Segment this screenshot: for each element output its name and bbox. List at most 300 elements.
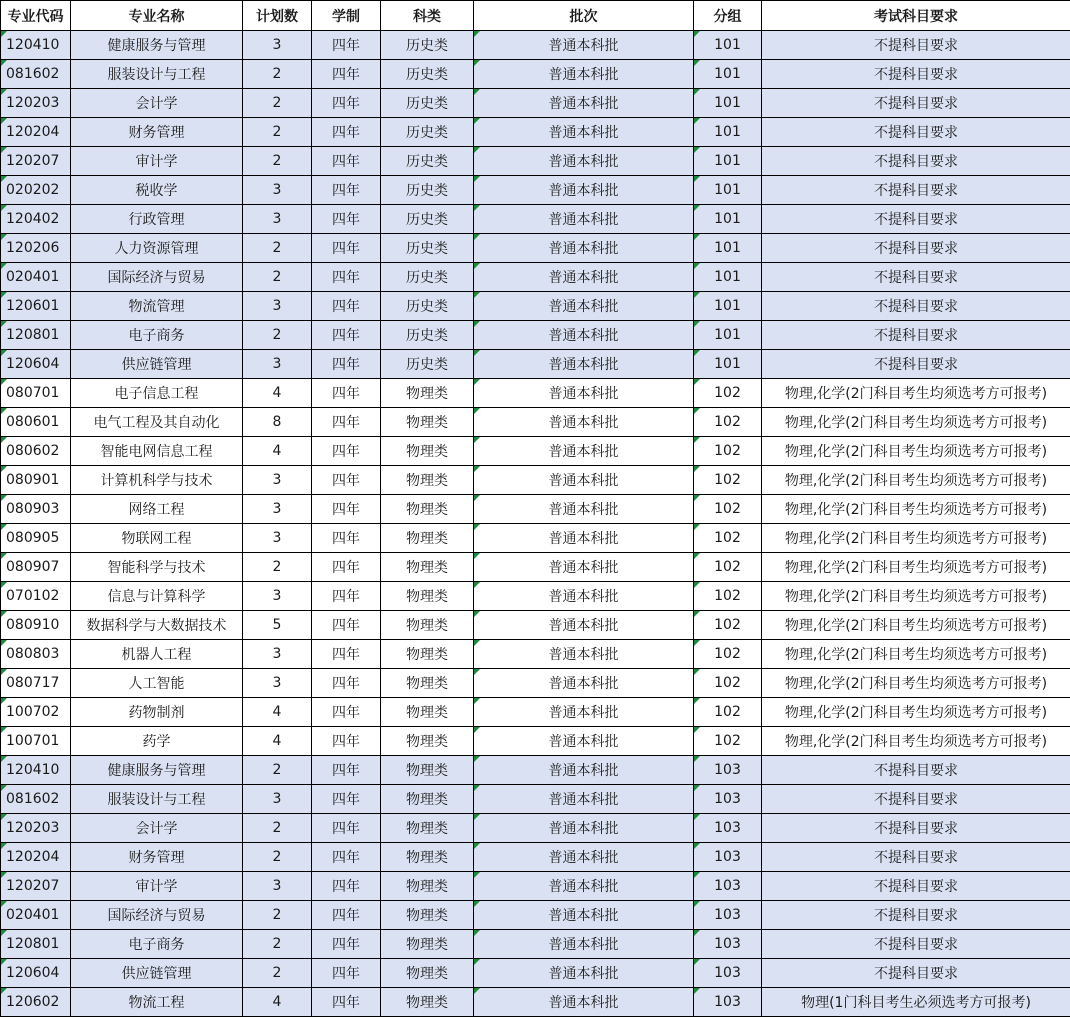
cell-duration[interactable]: 四年 (312, 31, 381, 60)
cell-group[interactable]: 102 (694, 640, 762, 669)
cell-subject-category[interactable]: 物理类 (381, 553, 474, 582)
cell-major-name[interactable]: 物联网工程 (71, 524, 243, 553)
cell-exam-requirement[interactable]: 物理,化学(2门科目考生均须选考方可报考) (762, 379, 1070, 408)
cell-major-name[interactable]: 供应链管理 (71, 350, 243, 379)
cell-major-code[interactable]: 080907 (1, 553, 71, 582)
cell-exam-requirement[interactable]: 不提科目要求 (762, 60, 1070, 89)
cell-exam-requirement[interactable]: 物理,化学(2门科目考生均须选考方可报考) (762, 640, 1070, 669)
cell-major-name[interactable]: 物流工程 (71, 988, 243, 1017)
cell-major-code[interactable]: 120410 (1, 756, 71, 785)
cell-exam-requirement[interactable]: 不提科目要求 (762, 205, 1070, 234)
cell-duration[interactable]: 四年 (312, 321, 381, 350)
cell-plan-count[interactable]: 2 (243, 321, 312, 350)
cell-subject-category[interactable]: 物理类 (381, 495, 474, 524)
cell-group[interactable]: 101 (694, 118, 762, 147)
cell-group[interactable]: 102 (694, 582, 762, 611)
cell-duration[interactable]: 四年 (312, 205, 381, 234)
cell-major-name[interactable]: 行政管理 (71, 205, 243, 234)
cell-duration[interactable]: 四年 (312, 495, 381, 524)
cell-major-code[interactable]: 070102 (1, 582, 71, 611)
cell-duration[interactable]: 四年 (312, 727, 381, 756)
cell-exam-requirement[interactable]: 不提科目要求 (762, 234, 1070, 263)
cell-plan-count[interactable]: 3 (243, 872, 312, 901)
cell-major-code[interactable]: 120604 (1, 350, 71, 379)
cell-duration[interactable]: 四年 (312, 901, 381, 930)
cell-duration[interactable]: 四年 (312, 669, 381, 698)
cell-subject-category[interactable]: 物理类 (381, 756, 474, 785)
cell-exam-requirement[interactable]: 不提科目要求 (762, 321, 1070, 350)
cell-batch[interactable]: 普通本科批 (474, 437, 694, 466)
cell-subject-category[interactable]: 历史类 (381, 292, 474, 321)
cell-subject-category[interactable]: 物理类 (381, 901, 474, 930)
cell-batch[interactable]: 普通本科批 (474, 495, 694, 524)
cell-exam-requirement[interactable]: 不提科目要求 (762, 756, 1070, 785)
table-row (1, 118, 1070, 147)
header-batch[interactable]: 批次 (474, 1, 694, 31)
cell-subject-category[interactable]: 历史类 (381, 89, 474, 118)
cell-plan-count[interactable]: 2 (243, 843, 312, 872)
cell-plan-count[interactable]: 2 (243, 263, 312, 292)
cell-group[interactable]: 101 (694, 234, 762, 263)
cell-batch[interactable]: 普通本科批 (474, 118, 694, 147)
header-row (1, 1, 1070, 31)
cell-major-name[interactable]: 药物制剂 (71, 698, 243, 727)
cell-major-code[interactable]: 080910 (1, 611, 71, 640)
cell-batch[interactable]: 普通本科批 (474, 843, 694, 872)
header-group[interactable]: 分组 (694, 1, 762, 31)
cell-subject-category[interactable]: 物理类 (381, 814, 474, 843)
cell-group[interactable]: 103 (694, 901, 762, 930)
cell-exam-requirement[interactable]: 不提科目要求 (762, 31, 1070, 60)
cell-batch[interactable]: 普通本科批 (474, 176, 694, 205)
cell-duration[interactable]: 四年 (312, 843, 381, 872)
cell-subject-category[interactable]: 历史类 (381, 118, 474, 147)
cell-duration[interactable]: 四年 (312, 611, 381, 640)
cell-subject-category[interactable]: 物理类 (381, 408, 474, 437)
cell-major-code[interactable]: 081602 (1, 785, 71, 814)
table-row (1, 408, 1070, 437)
cell-batch[interactable]: 普通本科批 (474, 959, 694, 988)
header-subject-category[interactable]: 科类 (381, 1, 474, 31)
cell-plan-count[interactable]: 5 (243, 611, 312, 640)
table-row (1, 437, 1070, 466)
cell-subject-category[interactable]: 历史类 (381, 31, 474, 60)
cell-batch[interactable]: 普通本科批 (474, 524, 694, 553)
cell-duration[interactable]: 四年 (312, 988, 381, 1017)
cell-major-name[interactable]: 智能科学与技术 (71, 553, 243, 582)
cell-major-name[interactable]: 供应链管理 (71, 959, 243, 988)
cell-exam-requirement[interactable]: 不提科目要求 (762, 901, 1070, 930)
cell-subject-category[interactable]: 历史类 (381, 263, 474, 292)
cell-major-code[interactable]: 100701 (1, 727, 71, 756)
cell-major-name[interactable]: 人力资源管理 (71, 234, 243, 263)
cell-group[interactable]: 101 (694, 263, 762, 292)
cell-batch[interactable]: 普通本科批 (474, 408, 694, 437)
cell-subject-category[interactable]: 物理类 (381, 379, 474, 408)
cell-plan-count[interactable]: 3 (243, 669, 312, 698)
cell-major-name[interactable]: 智能电网信息工程 (71, 437, 243, 466)
cell-batch[interactable]: 普通本科批 (474, 727, 694, 756)
cell-subject-category[interactable]: 物理类 (381, 640, 474, 669)
cell-exam-requirement[interactable]: 物理,化学(2门科目考生均须选考方可报考) (762, 698, 1070, 727)
cell-exam-requirement[interactable]: 物理,化学(2门科目考生均须选考方可报考) (762, 437, 1070, 466)
cell-subject-category[interactable]: 历史类 (381, 205, 474, 234)
cell-group[interactable]: 102 (694, 379, 762, 408)
cell-duration[interactable]: 四年 (312, 60, 381, 89)
cell-batch[interactable]: 普通本科批 (474, 640, 694, 669)
cell-major-name[interactable]: 电子信息工程 (71, 379, 243, 408)
cell-major-name[interactable]: 服装设计与工程 (71, 785, 243, 814)
cell-subject-category[interactable]: 物理类 (381, 669, 474, 698)
cell-major-name[interactable]: 服装设计与工程 (71, 60, 243, 89)
cell-subject-category[interactable]: 历史类 (381, 350, 474, 379)
cell-exam-requirement[interactable]: 物理,化学(2门科目考生均须选考方可报考) (762, 669, 1070, 698)
cell-major-name[interactable]: 健康服务与管理 (71, 756, 243, 785)
cell-group[interactable]: 103 (694, 959, 762, 988)
cell-group[interactable]: 103 (694, 756, 762, 785)
cell-exam-requirement[interactable]: 不提科目要求 (762, 176, 1070, 205)
cell-subject-category[interactable]: 物理类 (381, 437, 474, 466)
table-row (1, 843, 1070, 872)
cell-exam-requirement[interactable]: 不提科目要求 (762, 350, 1070, 379)
cell-group[interactable]: 103 (694, 785, 762, 814)
cell-major-code[interactable]: 080901 (1, 466, 71, 495)
table-row (1, 321, 1070, 350)
cell-major-code[interactable]: 020202 (1, 176, 71, 205)
cell-subject-category[interactable]: 历史类 (381, 176, 474, 205)
cell-group[interactable]: 101 (694, 321, 762, 350)
cell-major-code[interactable]: 120207 (1, 872, 71, 901)
cell-batch[interactable]: 普通本科批 (474, 553, 694, 582)
cell-major-code[interactable]: 120203 (1, 814, 71, 843)
cell-group[interactable]: 103 (694, 843, 762, 872)
table-row (1, 205, 1070, 234)
cell-major-code[interactable]: 020401 (1, 901, 71, 930)
cell-major-code[interactable]: 080905 (1, 524, 71, 553)
cell-batch[interactable]: 普通本科批 (474, 31, 694, 60)
cell-major-code[interactable]: 120602 (1, 988, 71, 1017)
cell-exam-requirement[interactable]: 不提科目要求 (762, 930, 1070, 959)
cell-batch[interactable]: 普通本科批 (474, 205, 694, 234)
cell-subject-category[interactable]: 历史类 (381, 60, 474, 89)
cell-duration[interactable]: 四年 (312, 930, 381, 959)
cell-duration[interactable]: 四年 (312, 147, 381, 176)
cell-group[interactable]: 102 (694, 466, 762, 495)
cell-plan-count[interactable]: 3 (243, 350, 312, 379)
cell-duration[interactable]: 四年 (312, 466, 381, 495)
cell-group[interactable]: 101 (694, 60, 762, 89)
cell-major-code[interactable]: 120206 (1, 234, 71, 263)
cell-subject-category[interactable]: 物理类 (381, 466, 474, 495)
cell-duration[interactable]: 四年 (312, 408, 381, 437)
cell-major-name[interactable]: 机器人工程 (71, 640, 243, 669)
cell-subject-category[interactable]: 物理类 (381, 872, 474, 901)
cell-plan-count[interactable]: 3 (243, 582, 312, 611)
cell-duration[interactable]: 四年 (312, 756, 381, 785)
cell-major-code[interactable]: 080701 (1, 379, 71, 408)
table-row (1, 466, 1070, 495)
cell-batch[interactable]: 普通本科批 (474, 698, 694, 727)
cell-major-code[interactable]: 120203 (1, 89, 71, 118)
cell-subject-category[interactable]: 历史类 (381, 147, 474, 176)
cell-group[interactable]: 101 (694, 292, 762, 321)
table-row (1, 350, 1070, 379)
cell-batch[interactable]: 普通本科批 (474, 292, 694, 321)
cell-major-name[interactable]: 审计学 (71, 872, 243, 901)
cell-major-code[interactable]: 120207 (1, 147, 71, 176)
cell-plan-count[interactable]: 3 (243, 785, 312, 814)
cell-duration[interactable]: 四年 (312, 785, 381, 814)
cell-group[interactable]: 101 (694, 205, 762, 234)
cell-plan-count[interactable]: 2 (243, 814, 312, 843)
cell-group[interactable]: 102 (694, 669, 762, 698)
cell-group[interactable]: 102 (694, 524, 762, 553)
cell-duration[interactable]: 四年 (312, 872, 381, 901)
cell-batch[interactable]: 普通本科批 (474, 901, 694, 930)
header-major-name[interactable]: 专业名称 (71, 1, 243, 31)
cell-duration[interactable]: 四年 (312, 89, 381, 118)
cell-exam-requirement[interactable]: 物理,化学(2门科目考生均须选考方可报考) (762, 408, 1070, 437)
cell-exam-requirement[interactable]: 物理,化学(2门科目考生均须选考方可报考) (762, 553, 1070, 582)
table-row (1, 872, 1070, 901)
table-row (1, 756, 1070, 785)
cell-major-name[interactable]: 财务管理 (71, 118, 243, 147)
cell-exam-requirement[interactable]: 物理,化学(2门科目考生均须选考方可报考) (762, 611, 1070, 640)
cell-exam-requirement[interactable]: 不提科目要求 (762, 118, 1070, 147)
cell-group[interactable]: 101 (694, 147, 762, 176)
cell-plan-count[interactable]: 2 (243, 930, 312, 959)
cell-exam-requirement[interactable]: 物理,化学(2门科目考生均须选考方可报考) (762, 727, 1070, 756)
cell-group[interactable]: 102 (694, 437, 762, 466)
cell-group[interactable]: 101 (694, 176, 762, 205)
table-row (1, 60, 1070, 89)
cell-subject-category[interactable]: 物理类 (381, 524, 474, 553)
cell-group[interactable]: 102 (694, 408, 762, 437)
cell-major-code[interactable]: 020401 (1, 263, 71, 292)
header-major-code[interactable]: 专业代码 (1, 1, 71, 31)
cell-major-code[interactable]: 080903 (1, 495, 71, 524)
cell-duration[interactable]: 四年 (312, 524, 381, 553)
cell-duration[interactable]: 四年 (312, 640, 381, 669)
cell-subject-category[interactable]: 物理类 (381, 727, 474, 756)
cell-major-name[interactable]: 税收学 (71, 176, 243, 205)
cell-major-name[interactable]: 审计学 (71, 147, 243, 176)
cell-major-name[interactable]: 国际经济与贸易 (71, 901, 243, 930)
cell-batch[interactable]: 普通本科批 (474, 785, 694, 814)
cell-subject-category[interactable]: 历史类 (381, 321, 474, 350)
cell-plan-count[interactable]: 2 (243, 234, 312, 263)
cell-major-code[interactable]: 120204 (1, 843, 71, 872)
cell-group[interactable]: 102 (694, 698, 762, 727)
table-row (1, 553, 1070, 582)
cell-exam-requirement[interactable]: 物理,化学(2门科目考生均须选考方可报考) (762, 466, 1070, 495)
cell-exam-requirement[interactable]: 不提科目要求 (762, 814, 1070, 843)
cell-plan-count[interactable]: 2 (243, 901, 312, 930)
cell-batch[interactable]: 普通本科批 (474, 89, 694, 118)
cell-batch[interactable]: 普通本科批 (474, 814, 694, 843)
cell-plan-count[interactable]: 4 (243, 727, 312, 756)
cell-batch[interactable]: 普通本科批 (474, 582, 694, 611)
cell-subject-category[interactable]: 物理类 (381, 988, 474, 1017)
cell-batch[interactable]: 普通本科批 (474, 350, 694, 379)
cell-major-code[interactable]: 120601 (1, 292, 71, 321)
cell-plan-count[interactable]: 2 (243, 959, 312, 988)
cell-group[interactable]: 101 (694, 89, 762, 118)
cell-subject-category[interactable]: 物理类 (381, 930, 474, 959)
cell-major-name[interactable]: 物流管理 (71, 292, 243, 321)
cell-major-name[interactable]: 网络工程 (71, 495, 243, 524)
cell-major-code[interactable]: 081602 (1, 60, 71, 89)
cell-major-code[interactable]: 120402 (1, 205, 71, 234)
header-exam-requirement[interactable]: 考试科目要求 (762, 1, 1070, 31)
cell-group[interactable]: 103 (694, 814, 762, 843)
cell-duration[interactable]: 四年 (312, 814, 381, 843)
cell-plan-count[interactable]: 3 (243, 176, 312, 205)
cell-major-name[interactable]: 计算机科学与技术 (71, 466, 243, 495)
cell-batch[interactable]: 普通本科批 (474, 263, 694, 292)
table-row (1, 31, 1070, 60)
cell-plan-count[interactable]: 4 (243, 437, 312, 466)
cell-major-code[interactable]: 100702 (1, 698, 71, 727)
cell-batch[interactable]: 普通本科批 (474, 466, 694, 495)
header-duration[interactable]: 学制 (312, 1, 381, 31)
cell-major-code[interactable]: 120801 (1, 930, 71, 959)
cell-plan-count[interactable]: 2 (243, 60, 312, 89)
table-row (1, 147, 1070, 176)
cell-subject-category[interactable]: 物理类 (381, 959, 474, 988)
cell-plan-count[interactable]: 3 (243, 292, 312, 321)
cell-major-code[interactable]: 120410 (1, 31, 71, 60)
cell-exam-requirement[interactable]: 不提科目要求 (762, 872, 1070, 901)
cell-plan-count[interactable]: 2 (243, 118, 312, 147)
cell-exam-requirement[interactable]: 物理,化学(2门科目考生均须选考方可报考) (762, 524, 1070, 553)
cell-batch[interactable]: 普通本科批 (474, 147, 694, 176)
cell-major-name[interactable]: 健康服务与管理 (71, 31, 243, 60)
cell-group[interactable]: 102 (694, 611, 762, 640)
cell-duration[interactable]: 四年 (312, 553, 381, 582)
cell-major-name[interactable]: 会计学 (71, 814, 243, 843)
cell-major-name[interactable]: 信息与计算科学 (71, 582, 243, 611)
cell-major-code[interactable]: 120801 (1, 321, 71, 350)
cell-major-code[interactable]: 080602 (1, 437, 71, 466)
table-row (1, 234, 1070, 263)
cell-plan-count[interactable]: 3 (243, 495, 312, 524)
cell-major-code[interactable]: 080601 (1, 408, 71, 437)
cell-plan-count[interactable]: 4 (243, 379, 312, 408)
cell-exam-requirement[interactable]: 不提科目要求 (762, 292, 1070, 321)
cell-plan-count[interactable]: 2 (243, 553, 312, 582)
cell-batch[interactable]: 普通本科批 (474, 669, 694, 698)
cell-exam-requirement[interactable]: 不提科目要求 (762, 843, 1070, 872)
cell-subject-category[interactable]: 历史类 (381, 234, 474, 263)
cell-batch[interactable]: 普通本科批 (474, 872, 694, 901)
cell-exam-requirement[interactable]: 不提科目要求 (762, 263, 1070, 292)
cell-group[interactable]: 102 (694, 553, 762, 582)
cell-major-name[interactable]: 财务管理 (71, 843, 243, 872)
cell-major-code[interactable]: 080717 (1, 669, 71, 698)
cell-batch[interactable]: 普通本科批 (474, 611, 694, 640)
cell-plan-count[interactable]: 2 (243, 756, 312, 785)
cell-subject-category[interactable]: 物理类 (381, 843, 474, 872)
cell-exam-requirement[interactable]: 不提科目要求 (762, 89, 1070, 118)
cell-duration[interactable]: 四年 (312, 959, 381, 988)
cell-subject-category[interactable]: 物理类 (381, 785, 474, 814)
cell-plan-count[interactable]: 3 (243, 466, 312, 495)
cell-major-name[interactable]: 电气工程及其自动化 (71, 408, 243, 437)
cell-duration[interactable]: 四年 (312, 118, 381, 147)
cell-subject-category[interactable]: 物理类 (381, 611, 474, 640)
cell-subject-category[interactable]: 物理类 (381, 582, 474, 611)
cell-duration[interactable]: 四年 (312, 292, 381, 321)
cell-batch[interactable]: 普通本科批 (474, 988, 694, 1017)
cell-group[interactable]: 103 (694, 930, 762, 959)
cell-exam-requirement[interactable]: 物理,化学(2门科目考生均须选考方可报考) (762, 495, 1070, 524)
cell-batch[interactable]: 普通本科批 (474, 756, 694, 785)
cell-major-name[interactable]: 电子商务 (71, 930, 243, 959)
cell-exam-requirement[interactable]: 不提科目要求 (762, 959, 1070, 988)
cell-exam-requirement[interactable]: 物理(1门科目考生必须选考方可报考) (762, 988, 1070, 1017)
header-plan-count[interactable]: 计划数 (243, 1, 312, 31)
table-row (1, 611, 1070, 640)
cell-duration[interactable]: 四年 (312, 263, 381, 292)
cell-major-name[interactable]: 国际经济与贸易 (71, 263, 243, 292)
cell-batch[interactable]: 普通本科批 (474, 379, 694, 408)
cell-duration[interactable]: 四年 (312, 379, 381, 408)
cell-major-name[interactable]: 人工智能 (71, 669, 243, 698)
cell-plan-count[interactable]: 2 (243, 147, 312, 176)
cell-group[interactable]: 102 (694, 495, 762, 524)
cell-duration[interactable]: 四年 (312, 234, 381, 263)
table-row (1, 901, 1070, 930)
cell-duration[interactable]: 四年 (312, 350, 381, 379)
cell-major-name[interactable]: 数据科学与大数据技术 (71, 611, 243, 640)
cell-batch[interactable]: 普通本科批 (474, 930, 694, 959)
cell-plan-count[interactable]: 8 (243, 408, 312, 437)
cell-group[interactable]: 103 (694, 988, 762, 1017)
cell-major-code[interactable]: 080803 (1, 640, 71, 669)
cell-group[interactable]: 101 (694, 350, 762, 379)
cell-duration[interactable]: 四年 (312, 698, 381, 727)
cell-major-name[interactable]: 药学 (71, 727, 243, 756)
cell-subject-category[interactable]: 物理类 (381, 698, 474, 727)
cell-plan-count[interactable]: 4 (243, 698, 312, 727)
cell-exam-requirement[interactable]: 物理,化学(2门科目考生均须选考方可报考) (762, 582, 1070, 611)
cell-batch[interactable]: 普通本科批 (474, 60, 694, 89)
cell-plan-count[interactable]: 2 (243, 89, 312, 118)
cell-plan-count[interactable]: 3 (243, 205, 312, 234)
cell-group[interactable]: 102 (694, 727, 762, 756)
table-row (1, 640, 1070, 669)
cell-exam-requirement[interactable]: 不提科目要求 (762, 785, 1070, 814)
cell-group[interactable]: 103 (694, 872, 762, 901)
cell-plan-count[interactable]: 3 (243, 640, 312, 669)
cell-duration[interactable]: 四年 (312, 582, 381, 611)
cell-duration[interactable]: 四年 (312, 176, 381, 205)
cell-exam-requirement[interactable]: 不提科目要求 (762, 147, 1070, 176)
cell-duration[interactable]: 四年 (312, 437, 381, 466)
cell-major-code[interactable]: 120204 (1, 118, 71, 147)
cell-major-code[interactable]: 120604 (1, 959, 71, 988)
cell-plan-count[interactable]: 4 (243, 988, 312, 1017)
cell-major-name[interactable]: 电子商务 (71, 321, 243, 350)
cell-batch[interactable]: 普通本科批 (474, 234, 694, 263)
cell-group[interactable]: 101 (694, 31, 762, 60)
cell-plan-count[interactable]: 3 (243, 31, 312, 60)
table-row (1, 582, 1070, 611)
cell-plan-count[interactable]: 3 (243, 524, 312, 553)
cell-major-name[interactable]: 会计学 (71, 89, 243, 118)
cell-batch[interactable]: 普通本科批 (474, 321, 694, 350)
